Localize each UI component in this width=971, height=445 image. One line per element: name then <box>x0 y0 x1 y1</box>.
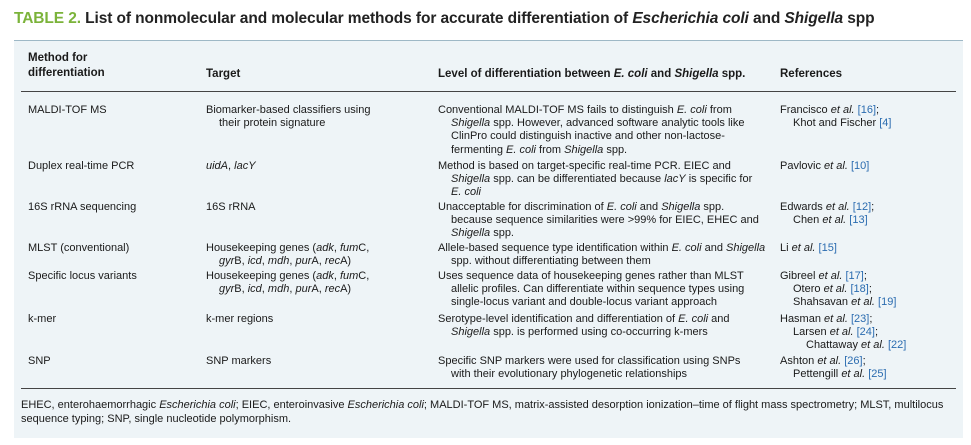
table-footnote: EHEC, enterohaemorrhagic Escherichia coli; EIEC, enteroinvasive Escherichia coli; MALDI-TOF MS, matrix-assisted desorption ionization–time of flight mass spectrometry; MLST, multilocus sequence typing; SNP, single nucleotide polymorphism. <box>21 399 944 425</box>
row-5-method: Specific locus variants <box>28 270 137 282</box>
header-method: Method for differentiation <box>28 52 105 79</box>
table-label: TABLE 2. <box>14 10 81 27</box>
citation-link[interactable]: [10] <box>850 160 870 172</box>
row-2-refs: Pavlovic et al. [10] <box>780 160 870 172</box>
citation-link[interactable]: [17] <box>845 270 864 282</box>
row-1-level: Conventional MALDI-TOF MS fails to distinguish E. coli from Shigella spp. However, advanced software analytic tools like ClinPro could distinguish inactive and other non-lactose- fermenting E. coli from Shigella spp. <box>438 104 745 156</box>
row-5-level: Uses sequence data of housekeeping genes rather than MLST allelic profiles. Can differentiate within sequence types using single-locus variant and double-locus variant approach <box>438 270 745 309</box>
citation-link[interactable]: [26] <box>844 355 863 367</box>
header-level: Level of differentiation between E. coli and Shigella spp. <box>438 68 746 80</box>
row-1-refs: Francisco et al. [16]; Khot and Fischer [4] <box>780 104 892 130</box>
row-2-method: Duplex real-time PCR <box>28 160 135 172</box>
citation-link[interactable]: [22] <box>887 339 907 352</box>
row-1-method: MALDI-TOF MS <box>28 104 107 116</box>
row-4-method: MLST (conventional) <box>28 242 130 254</box>
citation-link[interactable]: [25] <box>868 368 887 381</box>
row-7-method: SNP <box>28 355 51 367</box>
row-3-method: 16S rRNA sequencing <box>28 201 137 213</box>
header-references: References <box>780 68 843 80</box>
citation-link[interactable]: [19] <box>878 296 897 309</box>
row-2-target: uidA, lacY <box>206 160 256 172</box>
row-6-target: k-mer regions <box>206 313 274 325</box>
row-3-level: Unacceptable for discrimination of E. coli and Shigella spp. because sequence similarities were >99% for EIEC, EHEC and Shigella spp. <box>438 201 759 240</box>
row-7-refs: Ashton et al. [26]; Pettengill et al. [25] <box>780 355 887 381</box>
row-5-target: Housekeeping genes (adk, fumC, gyrB, icd, mdh, purA, recA) <box>206 270 370 296</box>
row-3-refs: Edwards et al. [12]; Chen et al. [13] <box>780 201 875 227</box>
citation-link[interactable]: [15] <box>818 242 837 254</box>
table-title: List of nonmolecular and molecular methods for accurate differentiation of Escherichia coli and Shigella spp <box>85 10 875 27</box>
row-2-level: Method is based on target-specific real-time PCR. EIEC and Shigella spp. can be differentiated because lacY is specific for E. coli <box>438 160 753 199</box>
row-3-target: 16S rRNA <box>206 201 256 213</box>
row-7-target: SNP markers <box>206 355 272 367</box>
row-4-level: Allele-based sequence type identification within E. coli and Shigella spp. without differentiating between them <box>438 242 766 268</box>
citation-link[interactable]: [12] <box>852 201 872 213</box>
citation-link[interactable]: [4] <box>879 117 892 130</box>
row-5-refs: Gibreel et al. [17]; Otero et al. [18]; Shahsavan et al. [19] <box>780 270 897 309</box>
row-6-level: Serotype-level identification and differentiation of E. coli and Shigella spp. is performed using co-occurring k-mers <box>438 313 730 339</box>
citation-link[interactable]: [23] <box>850 313 870 325</box>
row-7-level: Specific SNP markers were used for classification using SNPs with their evolutionary phylogenetic relationships <box>438 355 741 381</box>
footer-rule <box>21 388 956 389</box>
row-6-refs: Hasman et al. [23]; Larsen et al. [24]; Chattaway et al. [22] <box>780 313 907 352</box>
row-4-target: Housekeeping genes (adk, fumC, gyrB, icd, mdh, purA, recA) <box>206 242 370 268</box>
header-target: Target <box>206 68 241 80</box>
citation-link[interactable]: [18] <box>850 283 869 296</box>
row-4-refs: Li et al. [15] <box>780 242 837 254</box>
citation-link[interactable]: [13] <box>849 214 868 227</box>
table-caption <box>14 10 875 28</box>
row-1-target: Biomarker-based classifiers using their protein signature <box>206 104 371 130</box>
row-6-method: k-mer <box>28 313 57 325</box>
citation-link[interactable]: [16] <box>857 104 877 116</box>
citation-link[interactable]: [24] <box>856 326 875 339</box>
header-rule <box>21 91 956 92</box>
